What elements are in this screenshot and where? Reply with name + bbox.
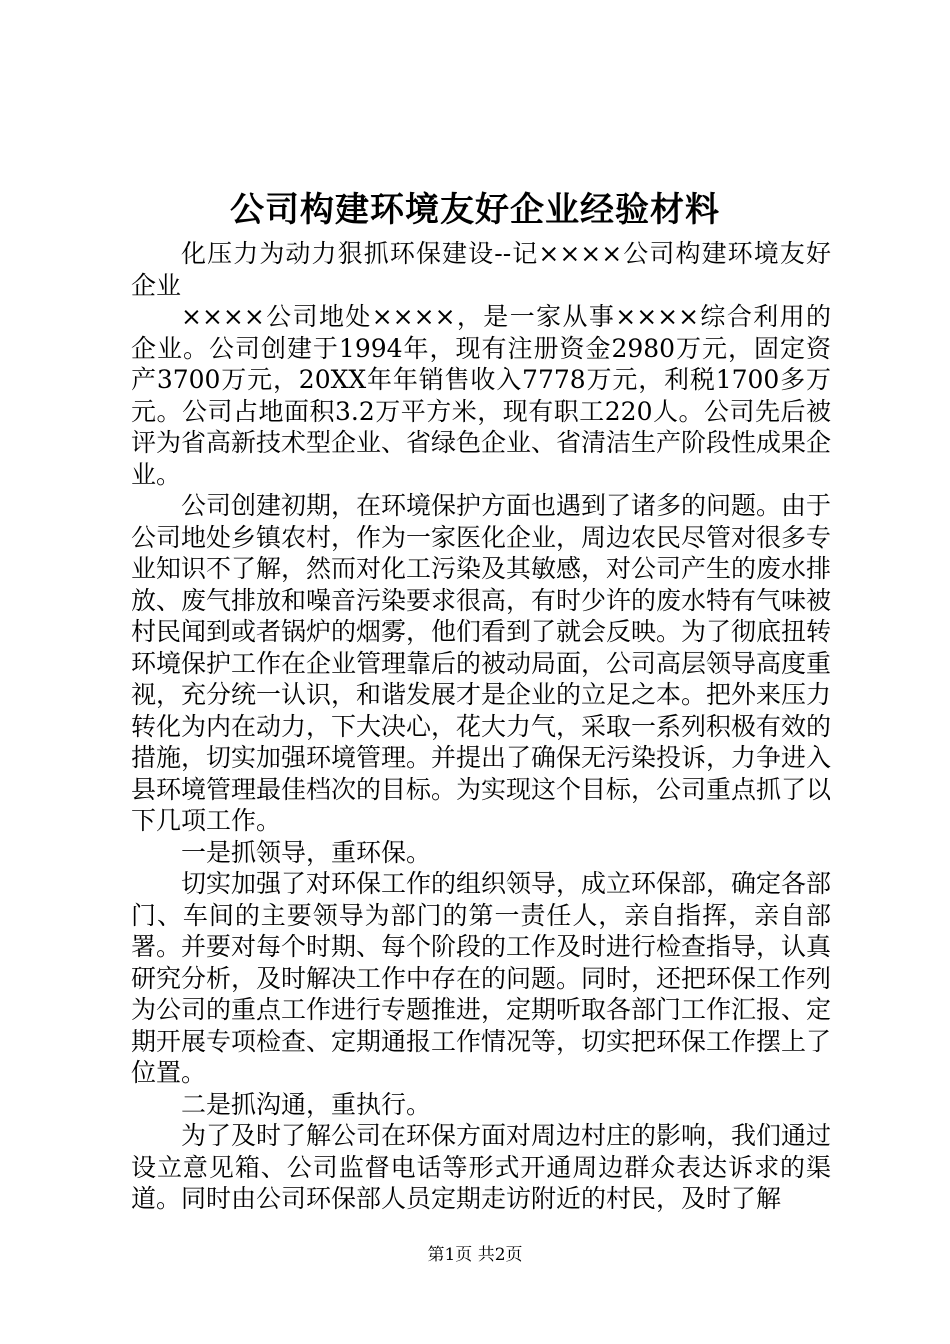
paragraph-communication: 为了及时了解公司在环保方面对周边村庄的影响，我们通过设立意见箱、公司监督电话等形式开通周边群众表达诉求的渠道。同时由公司环保部人员定期走访附近的村民，及时了解	[131, 1121, 832, 1213]
paragraph-leadership: 切实加强了对环保工作的组织领导，成立环保部，确定各部门、车间的主要领导为部门的第一责任人，亲自指挥，亲自部署。并要对每个时期、每个阶段的工作及时进行检查指导，认真研究分析，及时解决工作中存在的问题。同时，还把环保工作列为公司的重点工作进行专题推进，定期听取各部门工作汇报、定期开展专项检查、定期通报工作情况等，切实把环保工作摆上了位置。	[131, 869, 832, 1087]
paragraph-background: 公司创建初期，在环境保护方面也遇到了诸多的问题。由于公司地处乡镇农村，作为一家医化企业，周边农民尽管对很多专业知识不了解，然而对化工污染及其敏感，对公司产生的废水排放、废气排放和噪音污染要求很高，有时少许的废水特有气味被村民闻到或者锅炉的烟雾，他们看到了就会反映。为了彻底扭转环境保护工作在企业管理靠后的被动局面，公司高层领导高度重视，充分统一认识，和谐发展才是企业的立足之本。把外来压力转化为内在动力，下大决心，花大力气，采取一系列积极有效的措施，切实加强环境管理。并提出了确保无污染投诉，力争进入县环境管理最佳档次的目标。为实现这个目标，公司重点抓了以下几项工作。	[131, 491, 832, 835]
document-title: 公司构建环境友好企业经验材料	[230, 190, 720, 230]
paragraph-heading-one: 一是抓领导，重环保。	[181, 837, 432, 867]
paragraph-subtitle: 化压力为动力狠抓环保建设--记××××公司构建环境友好企业	[131, 239, 831, 300]
paragraph-company-intro: ××××公司地处××××，是一家从事××××综合利用的企业。公司创建于1994年，现有注册资金2980万元，固定资产3700万元，20XX年年销售收入7778万元，利税1700多万元。公司占地面积3.2万平方米，现有职工220人。公司先后被评为省高新技术型企业、省绿色企业、省清洁生产阶段性成果企业。	[131, 302, 832, 489]
page-footer: 第1页 共2页	[427, 1245, 523, 1265]
paragraph-heading-two: 二是抓沟通，重执行。	[181, 1089, 432, 1119]
document-body	[131, 238, 831, 1215]
